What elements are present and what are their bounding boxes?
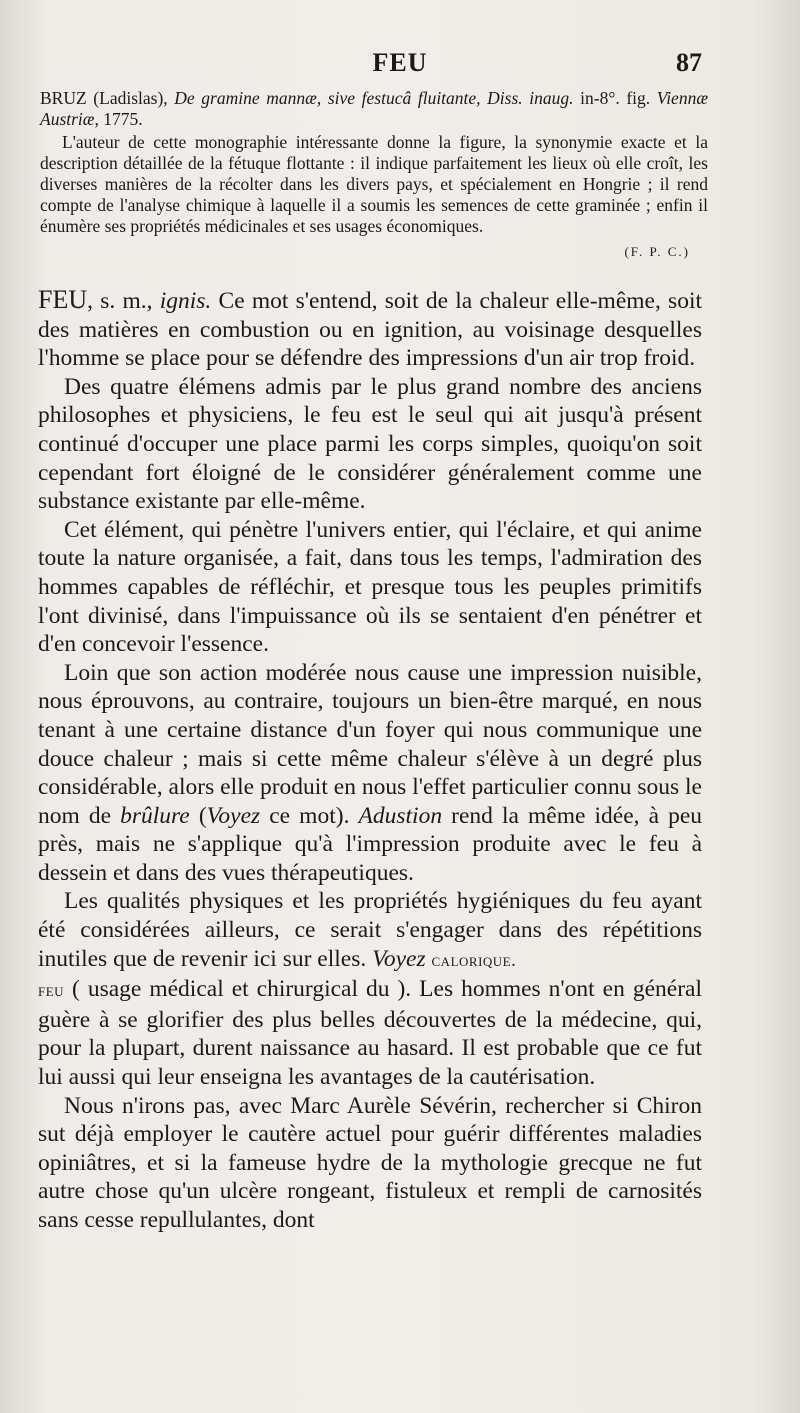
paragraph-qualities: Les qualités physiques et les propriétés hygiéniques du feu ayant été considérées ailleurs, ce serait s'engager dans des répétitions inutiles que de revenir ici sur elles. Voyez calorique.	[38, 888, 702, 972]
citation-year: , 1775.	[94, 109, 143, 129]
bibliography-summary: L'auteur de cette monographie intéressante donne la figure, la synonymie exacte et la description détaillée de la fétuque flottante : il indique parfaitement les lieux où elle croît, les diverses manières de la récolter dans les divers pays, et spécialement en Hongrie ; il rend compte de l'analyse chimique à laquelle il a soumis les semences de cette graminée ; enfin il énumère ses propriétés médicinales et ses usages économiques.	[40, 132, 708, 236]
paragraph-medical-use: feu ( usage médical et chirurgical du ). Les hommes n'ont en général guère à se glorifier des plus belles découvertes de la médecine, qui, pour la plupart, durent naissance au hasard. Il est probable que ce fut lui aussi qui leur enseigna les avantages de la cautérisation.	[38, 976, 702, 1091]
grammar-note: , s. m.,	[87, 288, 153, 314]
voyez-label: Voyez	[372, 945, 426, 972]
page-header	[0, 48, 800, 88]
definition-text: Ce mot s'entend, soit de la chaleur elle-même, soit des matières en combustion ou en ignition, au voisinage desquelles l'homme se place pour se défendre des impressions d'un air trop froid.	[38, 288, 703, 372]
crossref-adustion: Adustion	[358, 802, 443, 829]
citation-imprint: in-8°. fig.	[580, 88, 651, 108]
headword: FEU	[38, 285, 88, 314]
citation-author: BRUZ (Ladislas),	[40, 88, 168, 108]
latin-term: ignis.	[159, 288, 212, 314]
paragraph-admiration: Cet élément, qui pénètre l'univers entier, qui l'éclaire, et qui anime toute la nature organisée, a fait, dans tous les temps, l'admiration des hommes capables de réfléchir, et presque tous les peuples primitifs l'ont divinisé, dans l'impuissance où ils se sentaient d'en pénétrer et d'en concevoir l'essence.	[38, 516, 702, 658]
paragraph-elements: Des quatre élémens admis par le plus grand nombre des anciens philosophes et physiciens, le feu est le seul qui ait jusqu'à présent continué d'occuper une place parmi les corps simples, quoiqu'on soit cependant fort éloigné de le considérer généralement comme une substance existante par elle-même.	[38, 373, 702, 515]
running-title: FEU	[372, 48, 428, 77]
page-number: 87	[676, 48, 702, 77]
citation-title: De gramine mannæ, sive festucâ fluitante, Diss. inaug.	[174, 88, 574, 108]
paragraph-action: Loin que son action modérée nous cause une impression nuisible, nous éprouvons, au contraire, toujours un bien-être marqué, en nous tenant à une certaine distance d'un foyer qui nous communique une douce chaleur ; mais si cette même chaleur s'élève à un degré plus considérable, alors elle produit en nous l'effet particulier connu sous le nom de brûlure (Voyez ce mot). Adustion rend la même idée, à peu près, mais ne s'applique qu'à l'impression produite avec le feu à dessein et dans des vues thérapeutiques.	[38, 659, 703, 886]
citation-place: Viennæ Austriæ	[40, 88, 708, 129]
paragraph-definition	[38, 286, 702, 373]
paragraph-history: Nous n'irons pas, avec Marc Aurèle Sévérin, rechercher si Chiron sut déjà employer le cautère actuel pour guérir différentes maladies opiniâtres, et si la fameuse hydre de la mythologie grecque ne fut autre chose qu'un ulcère rongeant, fistuleux et rempli de carnosités sans cesse repullulantes, dont	[38, 1092, 702, 1233]
crossref-calorique: calorique.	[431, 949, 517, 971]
bibliography-entry	[40, 88, 708, 262]
article-feu	[38, 286, 702, 1235]
bibliography-citation	[40, 88, 708, 130]
author-signature: (F. P. C.)	[624, 244, 690, 259]
subheading-feu: feu	[38, 980, 65, 1002]
crossref-brulure: brûlure	[120, 802, 190, 829]
voyez-label: Voyez	[206, 802, 261, 829]
